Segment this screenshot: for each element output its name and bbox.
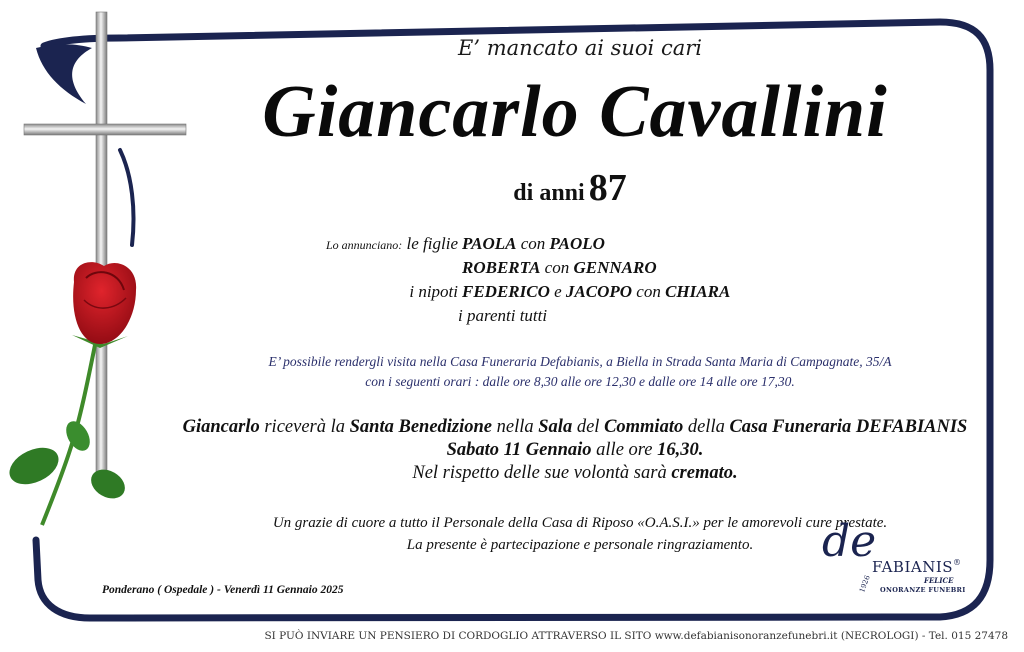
footer-contact: SI PUÒ INVIARE UN PENSIERO DI CORDOGLIO ATTRAVERSO IL SITO www.defabianisonoranzefunebri.it (NECROLOGI) - Tel. 015 27478 [264, 630, 1008, 642]
blessing-name: Giancarlo [182, 417, 260, 437]
grandchildren-label: i nipoti [409, 282, 458, 301]
children-label: le figlie [406, 234, 458, 253]
blessing-time: 16,30. [657, 440, 704, 460]
blessing-text-1: riceverà la [259, 417, 350, 437]
blessing-rite: Santa Benedizione [349, 417, 493, 437]
relatives-line: i parenti tutti [458, 306, 548, 325]
intro-text: E’ mancato ai suoi cari [458, 36, 702, 60]
blessing-room: Sala [538, 417, 573, 437]
blessing-text-5: alle ore [591, 440, 658, 460]
age-line [470, 166, 670, 210]
blessing-line-1 [160, 416, 990, 439]
visit-line-2: con i seguenti orari : dalle ore 8,30 alle ore 12,30 e dalle ore 14 alle ore 17,30. [365, 374, 795, 389]
child-1-conn: con [520, 234, 546, 253]
blessing-line-3 [160, 462, 990, 485]
visit-line-1: E’ possibile rendergli visita nella Casa Funeraria Defabianis, a Biella in Strada Santa Maria di Campagnate, 35/A [268, 354, 892, 369]
child-2-conn: con [544, 258, 570, 277]
announce-row-4 [300, 304, 820, 328]
grandchildren-line [462, 280, 730, 304]
blessing-line-2 [160, 439, 990, 462]
blessing-text-6: Nel rispetto delle sue volontà sarà [412, 463, 672, 483]
child-2-partner: GENNARO [573, 258, 657, 277]
grandchild-3: CHIARA [665, 282, 731, 301]
child-1-partner: PAOLO [549, 234, 605, 253]
announce-row-1 [300, 232, 820, 256]
thanks-line-2: La presente è partecipazione e personale ringraziamento. [406, 537, 754, 553]
blessing-venue: Casa Funeraria DEFABIANIS [729, 417, 968, 437]
blessing-date: Sabato 11 Gennaio [446, 440, 592, 460]
age-label: di anni [513, 180, 585, 206]
rose-leaf-3 [61, 417, 94, 455]
grandchild-conn-2: con [636, 282, 661, 301]
logo-brand-text: FABIANIS [872, 558, 954, 576]
logo-brand [872, 558, 962, 576]
logo-mark: de [822, 516, 877, 567]
child-2-name: ROBERTA [462, 258, 541, 277]
rose-leaf-1 [4, 441, 65, 492]
blessing-farewell: Commiato [604, 417, 684, 437]
age-value: 87 [588, 167, 627, 209]
thanks-text [250, 512, 910, 556]
logo-year: 1926 [858, 574, 872, 594]
cross-vertical-bar [96, 12, 107, 482]
logo-subtitle-1: FELICE [924, 576, 954, 585]
rose-bloom [73, 262, 136, 344]
place-date: Ponderano ( Ospedale ) - Venerdì 11 Gennaio 2025 [102, 584, 344, 596]
grandchild-1: FEDERICO [462, 282, 550, 301]
grandchild-2: JACOPO [565, 282, 633, 301]
grandchild-conn-1: e [554, 282, 562, 301]
logo-registered: ® [953, 558, 962, 567]
blessing-cremation: cremato. [671, 463, 738, 483]
logo-subtitle-2: ONORANZE FUNEBRI [880, 586, 966, 594]
children-line-1 [462, 232, 605, 256]
announce-row-3 [300, 280, 820, 304]
blessing-text-2: nella [492, 417, 539, 437]
cross-horizontal-bar [24, 124, 186, 135]
blessing-text-3: del [572, 417, 605, 437]
child-1-name: PAOLA [462, 234, 517, 253]
blessing-text-4: della [683, 417, 730, 437]
children-line-2 [462, 256, 657, 280]
deceased-name: Giancarlo Cavallini [262, 71, 888, 153]
announcement-block [300, 232, 820, 328]
visit-info [250, 352, 910, 392]
announce-label [300, 232, 458, 257]
announce-small-label: Lo annunciano: [325, 238, 403, 252]
defabianis-logo [822, 516, 972, 600]
blessing-info [160, 416, 990, 485]
thanks-line-1: Un grazie di cuore a tutto il Personale della Casa di Riposo «O.A.S.I.» per le amorevoli cure prestate. [272, 515, 888, 531]
announce-row-2 [300, 256, 820, 280]
rose-leaf-2 [86, 464, 130, 505]
